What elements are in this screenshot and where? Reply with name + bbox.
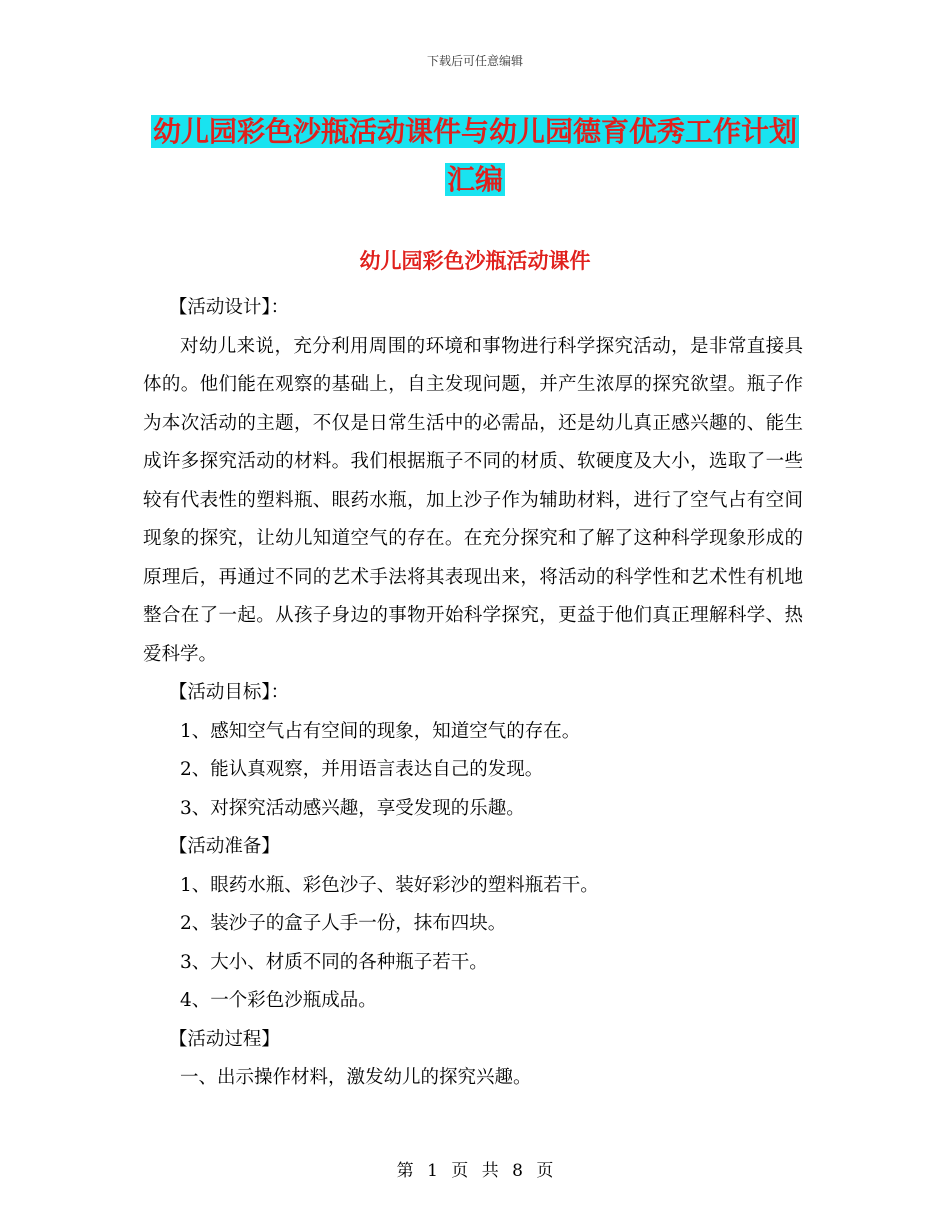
header-note: 下载后可任意编辑 <box>426 54 523 68</box>
document-body <box>143 289 803 1098</box>
section-title: 幼儿园彩色沙瓶活动课件 <box>359 249 591 273</box>
title-line-2: 汇编 <box>446 163 503 196</box>
design-heading: 【活动设计】： <box>168 297 290 318</box>
goal-item: 1、感知空气占有空间的现象，知道空气的存在。 <box>180 720 581 742</box>
goals-heading: 【活动目标】： <box>168 682 290 703</box>
prep-item: 4、一个彩色沙瓶成品。 <box>180 990 377 1011</box>
page-footer: 第 1 页 共 8 页 <box>396 1161 554 1181</box>
prep-item: 3、大小、材质不同的各种瓶子若干。 <box>180 951 488 973</box>
process-item: 一、出示操作材料，激发幼儿的探究兴趣。 <box>180 1067 532 1088</box>
goal-item: 3、对探究活动感兴趣，享受发现的乐趣。 <box>180 797 525 819</box>
design-paragraph: 对幼儿来说，充分利用周围的环境和事物进行科学探究活动，是非常直接具体的。他们能在观察的基础上，自主发现问题，并产生浓厚的探究欲望。瓶子作为本次活动的主题，不仅是日常生活中的必需品，还是幼儿真正感兴趣的、能生成许多探究活动的材料。我们根据瓶子不同的材质、软硬度及大小，选取了一些较有代表性的塑料瓶、眼药水瓶，加上沙子作为辅助材料，进行了空气占有空间现象的探究，让幼儿知道空气的存在。在充分探究和了解了这种科学现象形成的原理后，再通过不同的艺术手法将其表现出来，将活动的科学性和艺术性有机地整合在了一起。从孩子身边的事物开始科学探究，更益于他们真正理解科学、热爱科学。 <box>143 335 803 665</box>
prep-item: 2、装沙子的盒子人手一份，抹布四块。 <box>180 913 507 934</box>
prep-item: 1、眼药水瓶、彩色沙子、装好彩沙的塑料瓶若干。 <box>180 874 599 896</box>
process-heading: 【活动过程】 <box>168 1028 280 1050</box>
document-title <box>140 108 810 204</box>
prep-heading: 【活动准备】 <box>168 836 280 857</box>
title-line-1: 幼儿园彩色沙瓶活动课件与幼儿园德育优秀工作计划 <box>152 115 797 148</box>
goal-item: 2、能认真观察，并用语言表达自己的发现。 <box>180 759 544 780</box>
